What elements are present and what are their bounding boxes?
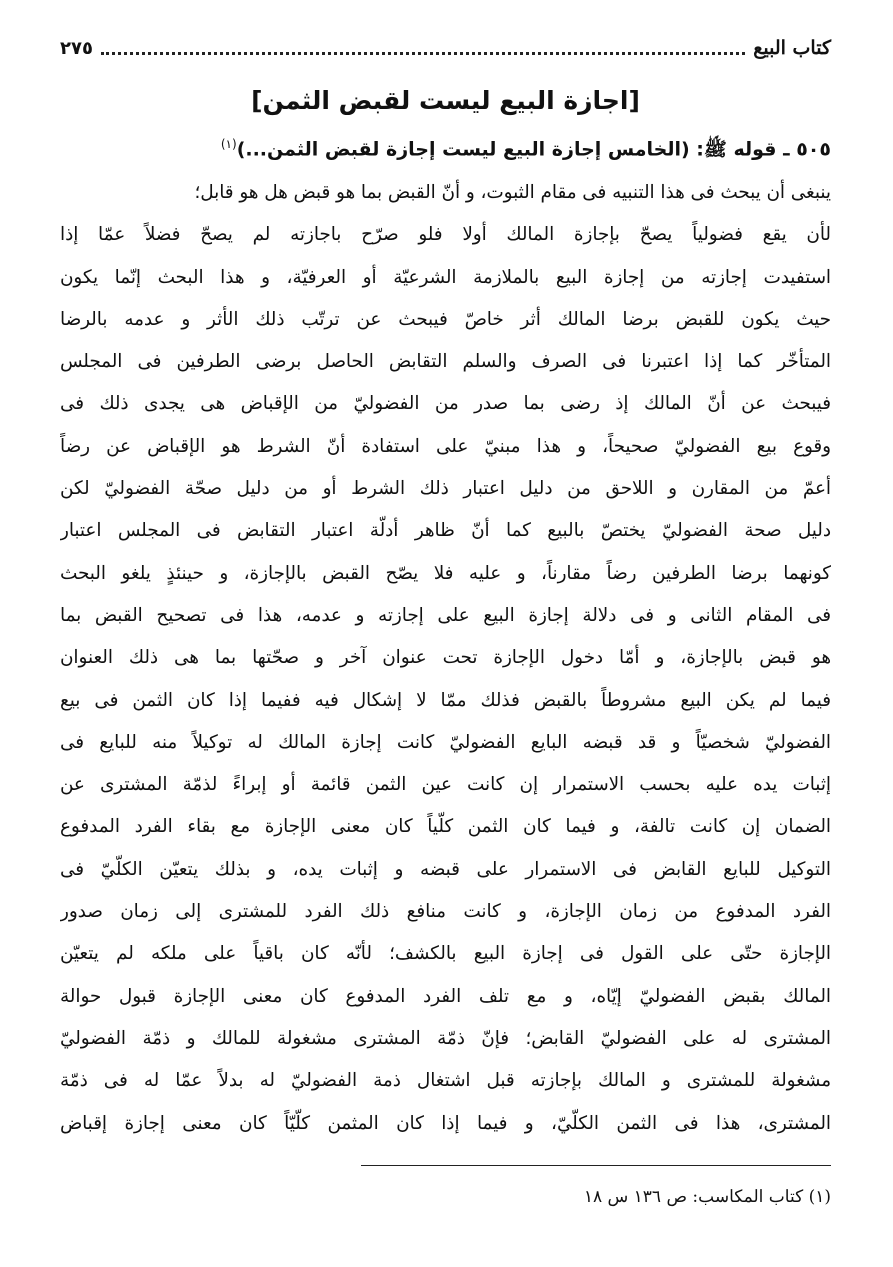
text-line: مشغولة للمشترى و المالك بإجازته قبل اشتغال ذمة الفضوليّ له بدلاً عمّا له فى ذمّة [60, 1070, 831, 1092]
text-line: المتأخّر كما إذا اعتبرنا فى الصرف والسلم التقابض الحاصل برضى الطرفين فى المجلس [60, 351, 831, 373]
header-leader-dots [101, 42, 745, 55]
text-line: حيث يكون للقبض برضا المالك أثر خاصّ فيبحث عن ترتّب ذلك الأثر و عدمه بالرضا [60, 308, 831, 330]
text-line: أعمّ من المقارن و اللاحق من دليل اعتبار ذلك الشرط أو من دليل صحّة الفضوليّ لكن [60, 478, 831, 500]
text-line: الفرد المدفوع من زمان الإجازة، و كانت منافع ذلك الفرد للمشترى إلى زمان صدور [60, 901, 831, 923]
text-line: دليل صحة الفضوليّ يختصّ بالبيع كما أنّ ظاهر أدلّة اعتبار التقابض فى المجلس اعتبار [60, 520, 831, 542]
text-line: فيما لم يكن البيع مشروطاً بالقبض فذلك ممّا لا إشكال فيه ففيما إذا كان الثمن فى بيع [60, 689, 831, 711]
text-line: الإجازة حتّى على القول فى إجازة البيع بالكشف؛ لأنّه كان باقياً على ملكه لم يتعيّن [60, 943, 831, 965]
text-line: التوكيل للبايع القابض فى الاستمرار على قبضه و إثبات يده، و بذلك يتعيّن الكلّيّ فى [60, 858, 831, 880]
text-line: إثبات يده عليه بحسب الاستمرار إن كانت عين الثمن قائمة أو إبراءً لذمّة المشترى عن [60, 774, 831, 796]
text-line: هو قبض بالإجازة، و أمّا دخول الإجازة تحت عنوان آخر و صحّتها بما هى ذلك العنوان [60, 647, 831, 669]
footnote-separator [361, 1165, 831, 1166]
footnote: (١) كتاب المكاسب: ص ١٣٦ س ١٨ [583, 1187, 831, 1207]
text-line: لأن يقع فضولياً يصحّ بإجازة المالك أولا فلو صرّح باجازته لم يصحّ فضلاً عمّا إذا [60, 224, 831, 246]
running-header [60, 34, 831, 62]
entry-heading-text: ٥٠٥ ـ قوله ﷺ: (الخامس إجازة البيع ليست إجازة لقبض الثمن...) [236, 138, 831, 161]
text-line: المشترى، هذا فى الثمن الكلّيّ، و فيما إذا كان المثمن كلّيّاً كان معنى إجازة إقباض [60, 1112, 831, 1134]
text-line: فى المقام الثانى و فى دلالة إجازة البيع على إجازته و عدمه، هذا فى تصحيح القبض بما [60, 604, 831, 626]
text-line: الفضوليّ شخصيّاً و قد قبضه البايع الفضوليّ كانت إجازة المالك له توكيلاً منه للبايع فى [60, 731, 831, 753]
footnote-reference: (١) [220, 137, 237, 151]
body-text [60, 172, 831, 1145]
page-number: ٢٧٥ [60, 37, 93, 59]
entry-heading [60, 128, 831, 165]
text-line: ينبغى أن يبحث فى هذا التنبيه فى مقام الثبوت، و أنّ القبض بما هو قبض هل هو قابل؛ [194, 182, 831, 203]
text-line: فيبحث عن أنّ المالك إذ رضى بما صدر من الفضوليّ من الإقباض هى يجدى ذلك فى [60, 393, 831, 415]
text-line: وقوع بيع الفضوليّ صحيحاً، و هذا مبنيّ على استفادة أنّ الشرط هو الإقباض عن رضاً [60, 435, 831, 457]
book-title: كتاب البيع [753, 37, 831, 59]
section-title: [اجازة البيع ليست لقبض الثمن] [251, 86, 640, 115]
text-line: كونهما برضا الطرفين رضاً مقارناً، و عليه فلا يصّح القبض بالإجازة، و حينئذٍ يلغو البحث [60, 562, 831, 584]
text-line: الضمان إن كانت تالفة، و فيما كان الثمن كلّياً كان معنى الإجازة مع بقاء الفرد المدفوع [60, 816, 831, 838]
text-line: المالك بقبض الفضوليّ إيّاه، و مع تلف الفرد المدفوع كان معنى الإجازة قبول حوالة [60, 985, 831, 1007]
text-line: المشترى له على الفضوليّ القابض؛ فإنّ ذمّة المشترى مشغولة للمالك و ذمّة الفضوليّ [60, 1027, 831, 1049]
text-line: استفيدت إجازته من إجازة البيع بالملازمة الشرعيّة أو العرفيّة، و هذا البحث إنّما يكون [60, 266, 831, 288]
